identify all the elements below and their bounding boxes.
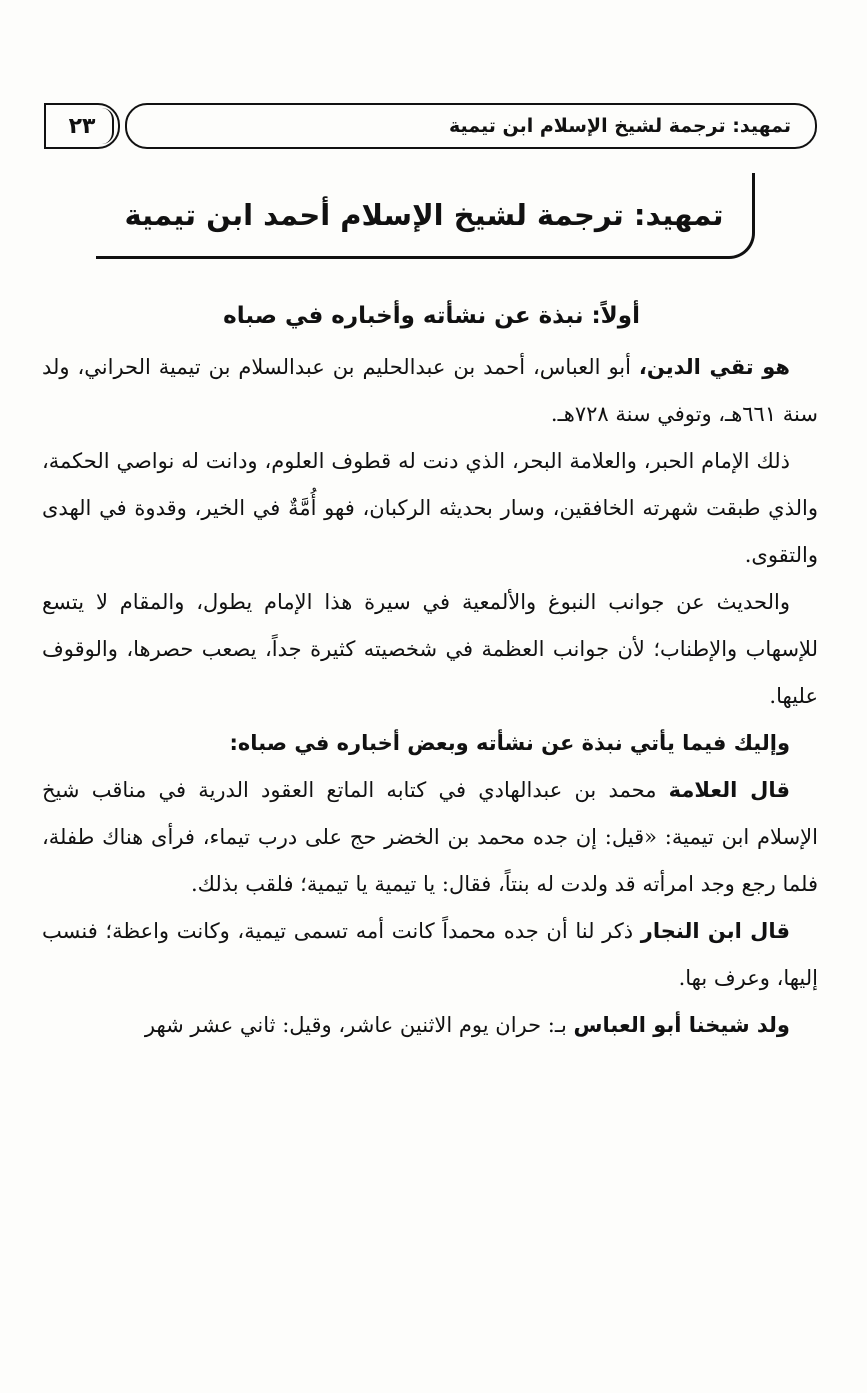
- running-header-title: تمهيد: ترجمة لشيخ الإسلام ابن تيمية: [449, 115, 791, 137]
- paragraph-text: ذكر لنا أن جده محمداً كانت أمه تسمى تيمية، وكانت واعظة؛ فنسب إليها، وعرف بها.: [42, 919, 818, 990]
- chapter-title-box: [96, 173, 755, 259]
- paragraph: [42, 438, 818, 579]
- paragraph-text: ذلك الإمام الحبر، والعلامة البحر، الذي دنت له قطوف العلوم، ودانت له نواصي الحكمة، والذي طبقت شهرته الخافقين، وسار بحديثه الركبان، فهو أُمَّةٌ في الخير، وقدوة في الهدى والتقوى.: [42, 449, 818, 567]
- paragraph-text: والحديث عن جوانب النبوغ والألمعية في سيرة هذا الإمام يطول، والمقام لا يتسع للإسهاب والإطناب؛ لأن جوانب العظمة في شخصيته كثيرة جداً، يصعب حصرها، والوقوف عليها.: [42, 590, 818, 708]
- paragraph-text: محمد بن عبدالهادي في كتابه الماتع العقود الدرية في مناقب شيخ الإسلام ابن تيمية: «قيل: إن جده محمد بن الخضر حج على درب تيماء، فرأى هناك طفلة، فلما رجع وجد امرأته قد ولدت له بنتاً، فقال: يا تيمية يا تيمية؛ فلقب بذلك.: [42, 778, 818, 896]
- paragraph: [42, 344, 818, 438]
- section-title: أولاً: نبذة عن نشأته وأخباره في صباه: [223, 303, 640, 329]
- paragraph: [42, 1002, 818, 1049]
- page-number: [44, 103, 120, 149]
- paragraph: [42, 767, 818, 908]
- paragraph: [42, 579, 818, 720]
- paragraph-text: بـ: حران يوم الاثنين عاشر، وقيل: ثاني عشر شهر: [144, 1013, 574, 1037]
- paragraph-lead: وإليك فيما يأتي نبذة عن نشأته وبعض أخباره في صباه:: [229, 731, 790, 755]
- paragraph-lead: ولد شيخنا أبو العباس: [573, 1013, 790, 1037]
- paragraph-lead: قال العلامة: [668, 778, 790, 802]
- page-number-value: ٢٣: [68, 113, 96, 139]
- paragraph-text: أبو العباس، أحمد بن عبدالحليم بن عبدالسلام بن تيمية الحراني، ولد سنة ٦٦١هـ، وتوفي سنة ٧٢٨هـ.: [42, 355, 818, 426]
- running-header: [125, 103, 817, 149]
- paragraph: [42, 908, 818, 1002]
- paragraph: [42, 720, 818, 767]
- paragraph-lead: قال ابن النجار: [640, 919, 790, 943]
- chapter-title: تمهيد: ترجمة لشيخ الإسلام أحمد ابن تيمية: [124, 197, 724, 232]
- paragraph-lead: هو تقي الدين،: [638, 355, 790, 379]
- body-text: [42, 344, 818, 1049]
